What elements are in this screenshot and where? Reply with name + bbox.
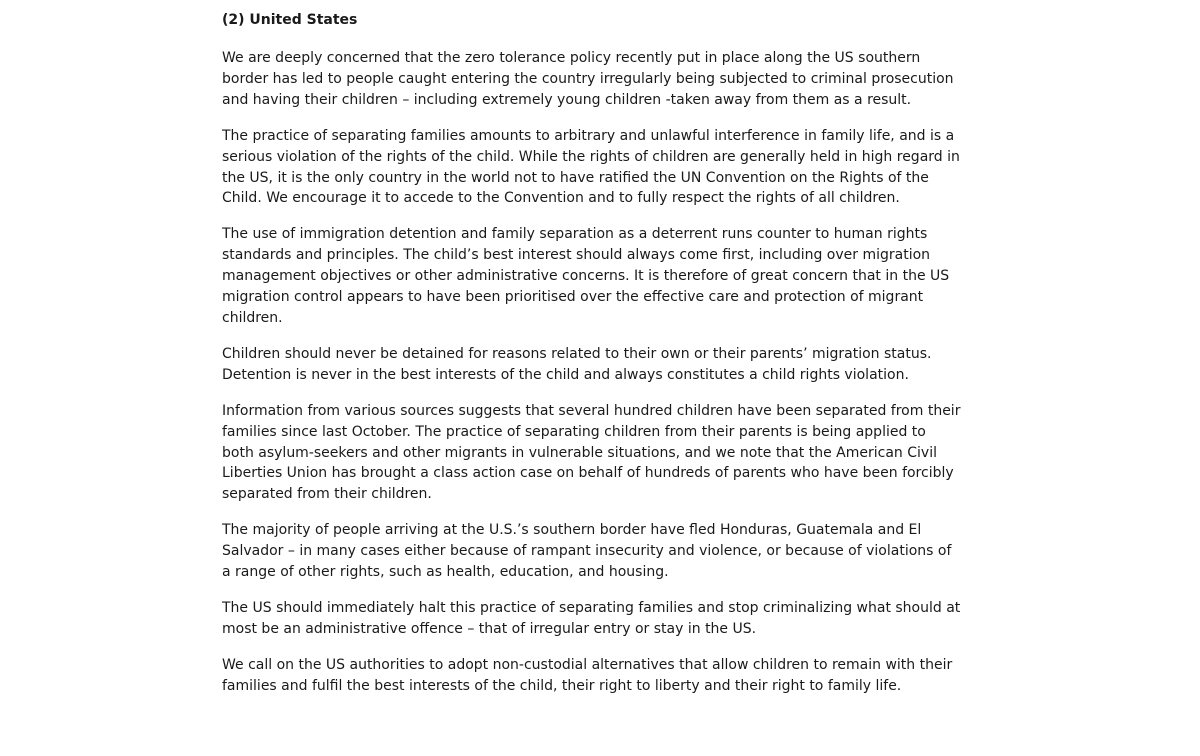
paragraph-7: The US should immediately halt this practice of separating families and stop criminalizing what should at most be an administrative offence – that of irregular entry or stay in the US. — [222, 599, 961, 637]
document-body — [222, 10, 962, 712]
paragraph-8: We call on the US authorities to adopt non-custodial alternatives that allow children to remain with their families and fulfil the best interests of the child, their right to liberty and their right to family life. — [222, 656, 953, 694]
paragraph-1: We are deeply concerned that the zero tolerance policy recently put in place along the US southern border has led to people caught entering the country irregularly being subjected to criminal prosecution and having their children – including extremely young children -taken away from them as a result. — [222, 50, 954, 108]
paragraph-6: The majority of people arriving at the U.S.’s southern border have fled Honduras, Guatemala and El Salvador – in many cases either because of rampant insecurity and violence, or because of violations of a range of other rights, such as health, education, and housing. — [222, 522, 952, 581]
paragraph-4: Children should never be detained for reasons related to their own or their parents’ migration status. Detention is never in the best interests of the child and always constitutes a child rights violation. — [222, 345, 932, 383]
paragraph-5: Information from various sources suggests that several hundred children have been separated from their families since last October. The practice of separating children from their parents is being applied to both asylum-seekers and other migrants in vulnerable situations, and we note that the American Civil Liberties Union has brought a class action case on behalf of hundreds of parents who have been forcibly separated from their children. — [222, 402, 961, 503]
section-heading: (2) United States — [222, 12, 358, 28]
paragraph-3: The use of immigration detention and family separation as a deterrent runs counter to human rights standards and principles. The child’s best interest should always come first, including over migration management objectives or other administrative concerns. It is therefore of great concern that in the US migration control appears to have been prioritised over the effective care and protection of migrant children. — [222, 226, 950, 326]
paragraph-2: The practice of separating families amounts to arbitrary and unlawful interference in family life, and is a serious violation of the rights of the child. While the rights of children are generally held in high regard in the US, it is the only country in the world not to have ratified the UN Convention on the Rights of the Child. We encourage it to accede to the Convention and to fully respect the rights of all children. — [222, 127, 960, 207]
